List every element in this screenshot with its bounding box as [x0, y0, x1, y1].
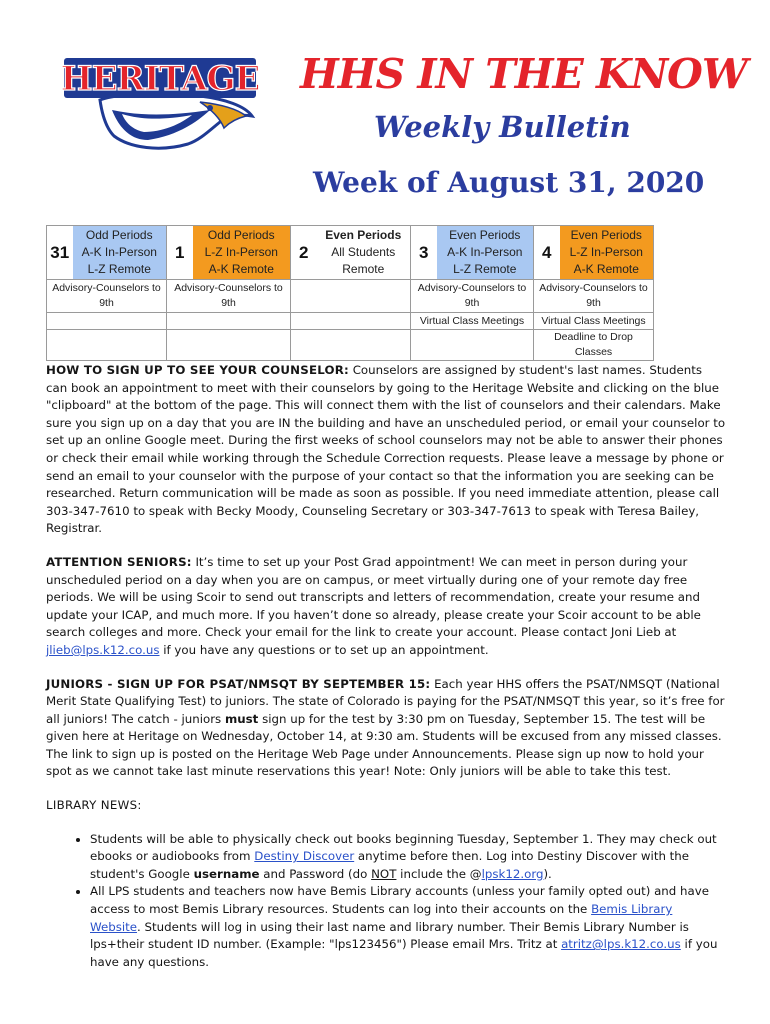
note-cell	[411, 330, 534, 361]
day-line: L-Z In-Person	[204, 245, 278, 259]
juniors-section	[46, 676, 726, 782]
note-cell: Virtual Class Meetings	[534, 313, 654, 330]
library-list	[46, 831, 726, 972]
destiny-discover-link[interactable]: Destiny Discover	[254, 849, 355, 864]
juniors-heading: JUNIORS - SIGN UP FOR PSAT/NMSQT BY SEPTEMBER 15:	[46, 676, 431, 691]
note-cell: Advisory-Counselors to 9th	[534, 280, 654, 313]
note-cell	[291, 280, 411, 313]
bulletin-week: Week of August 31, 2020	[313, 166, 705, 199]
counselor-heading: HOW TO SIGN UP TO SEE YOUR COUNSELOR:	[46, 363, 349, 377]
day-line: Even Periods	[325, 228, 402, 242]
day-line: Odd Periods	[207, 228, 275, 242]
library-text: . Students will log in using their last name and library number. Their Bemis Library Number is lps+their student ID number. (Example: "lps123456") Please email Mrs. Tritz at	[90, 919, 689, 952]
day-line: A-K Remote	[208, 262, 274, 276]
note-cell	[167, 313, 291, 330]
schedule-note-row	[47, 313, 654, 330]
day-line: L-Z Remote	[87, 262, 151, 276]
note-cell	[47, 330, 167, 361]
seniors-text-end: if you have any questions or to set up an appointment.	[159, 642, 489, 657]
seniors-section	[46, 554, 726, 660]
bulletin-title: HHS IN THE KNOW	[300, 50, 747, 98]
not-underlined: NOT	[371, 866, 397, 881]
library-text: ).	[543, 866, 552, 881]
day-line: Even Periods	[449, 228, 521, 242]
day-line: L-Z In-Person	[569, 245, 643, 259]
day-line: Remote	[342, 262, 385, 276]
seniors-text: It’s time to set up your Post Grad appointment! We can meet in person during your unscheduled period on a day when you are on campus, or meet virtually during one of your remote day free periods. We will be using Scoir to send out transcripts and letters of recommendation, create your resume and update your ICAP, and much more. If you haven’t done so already, please create your Scoir account to be able search colleges and more. Check your email for the link to create your account. Please contact Joni Lieb at	[46, 554, 701, 640]
library-text: and Password (do	[259, 866, 372, 881]
library-text: if you have any questions.	[90, 937, 718, 969]
day-line: All Students	[331, 245, 396, 259]
library-item	[90, 883, 726, 971]
day-line: Even Periods	[570, 228, 642, 242]
counselor-text: Counselors are assigned by student's last names. Students can book an appointment to meet with their counselors by going to the Heritage Website and clicking on the blue "clipboard" at the bottom of the page. This will connect them with the list of counselors and their calendars. Make sure you sign up on a day that you are IN the building and have an unscheduled period, or email your counselor to set up an online Google meet. During the first weeks of school counselors may not be able to answer their phones or check their email while working through the Schedule Correction requests. Please leave a message by phone or send an email to your counselor with the purpose of your contact so that the information you are seeking can be researched. Return communication will be made as soon as possible. If you need immediate attention, please call 303-347-7610 to speak with Becky Moody, Counseling Secretary or 303-347-7613 to speak with Teresa Bailey, Registrar.	[46, 363, 726, 536]
day-line: A-K In-Person	[447, 245, 523, 259]
library-text: include the @	[396, 866, 482, 881]
day-number: 3	[411, 226, 437, 280]
schedule-note-row	[47, 330, 654, 361]
day-line: Odd Periods	[85, 228, 153, 242]
note-cell: Advisory-Counselors to 9th	[167, 280, 291, 313]
library-text: All LPS students and teachers now have Bemis Library accounts (unless your family opted out) and have access to most Bemis Library resources. Students can log into their accounts on the	[90, 884, 709, 917]
note-cell	[291, 313, 411, 330]
juniors-text: Each year HHS offers the PSAT/NMSQT (National Merit State Qualifying Test) to juniors. The state of Colorado is paying for the PSAT/NMSQT this year, so it’s free for all juniors! The catch - juniors	[46, 676, 725, 726]
logo-wordmark: HERITAGE	[60, 59, 260, 99]
lpsk12-link[interactable]: lpsk12.org	[481, 866, 544, 881]
schedule-note-row	[47, 280, 654, 313]
heritage-eagle-logo	[60, 44, 260, 156]
day-cell	[73, 226, 167, 280]
note-cell: Virtual Class Meetings	[411, 313, 534, 330]
day-number: 2	[291, 226, 317, 280]
day-line: A-K Remote	[573, 262, 639, 276]
day-line: A-K In-Person	[81, 245, 157, 259]
day-cell	[560, 226, 654, 280]
day-cell	[317, 226, 411, 280]
note-cell	[291, 330, 411, 361]
note-cell: Advisory-Counselors to 9th	[411, 280, 534, 313]
weekly-schedule-table	[46, 225, 654, 361]
tritz-email-link[interactable]: atritz@lps.k12.co.us	[561, 937, 681, 952]
username-bold: username	[193, 866, 260, 881]
note-cell	[47, 313, 167, 330]
library-text: Students will be able to physically check out books beginning Tuesday, September 1. They may check out ebooks or audiobooks from	[90, 831, 717, 864]
bemis-library-link[interactable]: Bemis Library Website	[90, 902, 673, 934]
counselor-section	[46, 362, 726, 538]
bulletin-body	[46, 362, 726, 971]
seniors-email-link[interactable]: jlieb@lps.k12.co.us	[46, 642, 160, 657]
day-number: 4	[534, 226, 560, 280]
note-cell	[167, 330, 291, 361]
note-cell: Advisory-Counselors to 9th	[47, 280, 167, 313]
library-heading: LIBRARY NEWS:	[46, 798, 142, 813]
day-line: L-Z Remote	[453, 262, 517, 276]
library-text: anytime before then. Log into Destiny Discover with the student's Google	[90, 849, 690, 881]
note-cell: Deadline to Drop Classes	[534, 330, 654, 361]
schedule-day-row	[47, 226, 654, 280]
day-number: 1	[167, 226, 193, 280]
bulletin-subtitle: Weekly Bulletin	[374, 110, 631, 144]
library-item	[90, 831, 726, 884]
seniors-heading: ATTENTION SENIORS:	[46, 554, 192, 569]
day-cell	[437, 226, 534, 280]
juniors-text-end: sign up for the test by 3:30 pm on Tuesday, September 15. The test will be given here at Heritage on Wednesday, October 14, at 9:30 am. Students will be excused from any missed classes. The link to sign up is posted on the Heritage Web Page under Announcements. Please sign up now to hold your spot as we cannot take last minute reservations this year! Note: Only juniors will be able to take this test.	[46, 711, 722, 779]
juniors-must: must	[224, 711, 259, 726]
day-cell	[193, 226, 291, 280]
day-number: 31	[47, 226, 73, 280]
